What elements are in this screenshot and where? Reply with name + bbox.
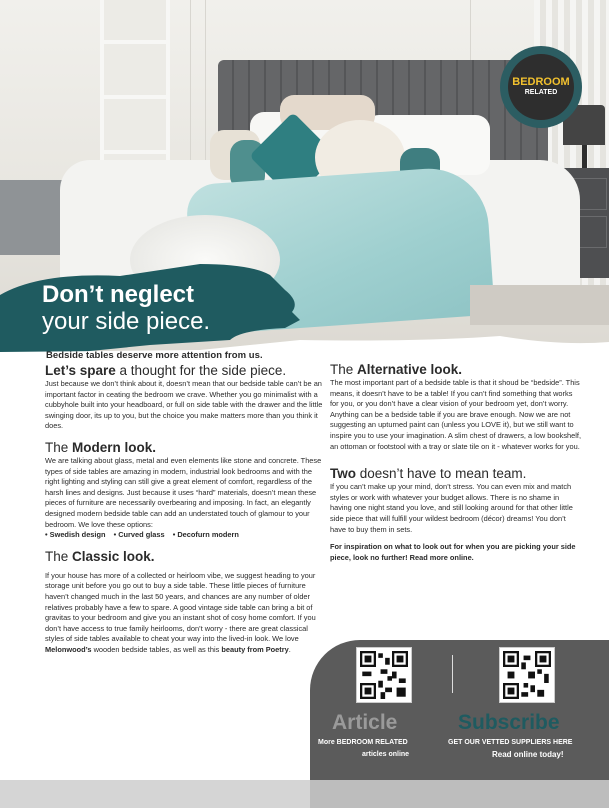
section-heading-modern: The Modern look. <box>45 439 157 455</box>
paragraph-two: If you can’t make up your mind, don’t stress. You can even mix and match styles or work with whatever your budget allows. There is no shame in having one night stand you love, and still looking around for that other little side piece that will fulfill your wildest bedroom (décor) dreams! You don’t have to buy them in sets. <box>330 482 573 534</box>
page-title: Don’t neglect <box>42 281 195 308</box>
section-heading-side-piece: Let’s spare a thought for the side piece. <box>45 363 287 378</box>
category-badge <box>500 46 582 128</box>
paragraph-alternative: The most important part of a bedside table is that it shoud be “bedside”. This means, it doesn’t have to be a table! If you can’t find something that works for you, or you don’t have a clear vision of your bedroom yet, don’t worry. Anything can be a bedside table if you are brave enough. Now we are not suggesting an upturned paint can (unless you LOVE it), but we still want to inspire you to use your imagination. A slim chest of drawers, a low bookshelf, an ottoman or footstool with a tray or slate tile on it - whatever works for you. <box>330 378 581 451</box>
badge-sublabel: RELATED <box>524 89 558 96</box>
left-column <box>45 350 323 655</box>
section-heading-two: Two doesn’t have to mean team. <box>330 466 527 482</box>
deck-text: Bedside tables deserve more attention from us. <box>46 350 263 361</box>
promo-panel <box>310 640 609 780</box>
section-heading-alternative: The Alternative look. <box>330 362 463 377</box>
subscribe-qr-code[interactable] <box>500 648 554 702</box>
list-item: • Decofurn modern <box>172 530 239 540</box>
poetry-link[interactable]: beauty from Poetry <box>221 644 289 654</box>
melonwood-link[interactable]: Melonwood’s <box>45 644 92 654</box>
read-more-callout[interactable]: For inspiration on what to look out for when you are picking your side piece, look no further! Read more online. <box>330 542 576 562</box>
badge-label: BEDROOM <box>512 76 570 88</box>
subscribe-link[interactable]: Subscribe <box>458 711 560 734</box>
article-qr-code[interactable] <box>357 648 411 702</box>
article-link[interactable]: Article <box>332 711 398 734</box>
promo-divider <box>452 655 453 693</box>
list-item: • Swedish design <box>45 530 106 540</box>
subscribe-line-2[interactable]: Read online today! <box>492 750 564 759</box>
article-line-1: More BEDROOM RELATED <box>318 739 408 746</box>
list-item: • Curved glass <box>113 530 165 540</box>
paragraph-intro: Just because we don’t think about it, doesn’t mean that our bedside table can’t be an important factor in ceating the bedroom we crave. Whether you go minimalist with a cubbyhole built into your headboard, or full on side table with the drawer and the little swinging door, its up to you, but the choice you make matters more than you think it does. <box>45 379 323 431</box>
right-column <box>330 362 582 563</box>
modern-options-list <box>45 530 323 541</box>
subscribe-line-1: GET OUR VETTED SUPPLIERS HERE <box>448 739 573 746</box>
paragraph-classic: If your house has more of a collected or heirloom vibe, we suggest heading to your storage unit before you go out to buy a side table. These little pieces of furniture haven’t changed much in the last 50 years, and chances are any number of older relatives probably have a few to spare. A good vintage side table can bring a bit of gravitas to your bedroom and give you an instant shot of cosy home comfort. If you don’t have access to true family heirlooms, don’t worry - there are great classical styles of side tables available to cheat your way into the lived-in look. We love Melonwood’s wooden bedside tables, as well as this beauty from Poetry. <box>45 570 316 654</box>
footer-bar-right <box>310 780 609 808</box>
article-line-2: articles online <box>362 751 410 758</box>
page-subtitle: your side piece. <box>42 308 211 335</box>
paragraph-modern: We are talking about glass, metal and even elements like stone and concrete. These types of side tables are amazing in modern, industrial look bedrooms and with the right lighting and styling can still give a great element of comfort, regardless of the harsh lines and designs. Just because it uses “hard” materials, doesn’t mean these pieces of furniture are necessarily overbearing and imposing. In fact, an elegantly designed modern bedside table can add an understated touch of glamour to your bedroom. We love these options: <box>45 455 322 529</box>
section-heading-classic: The Classic look. <box>45 548 155 564</box>
